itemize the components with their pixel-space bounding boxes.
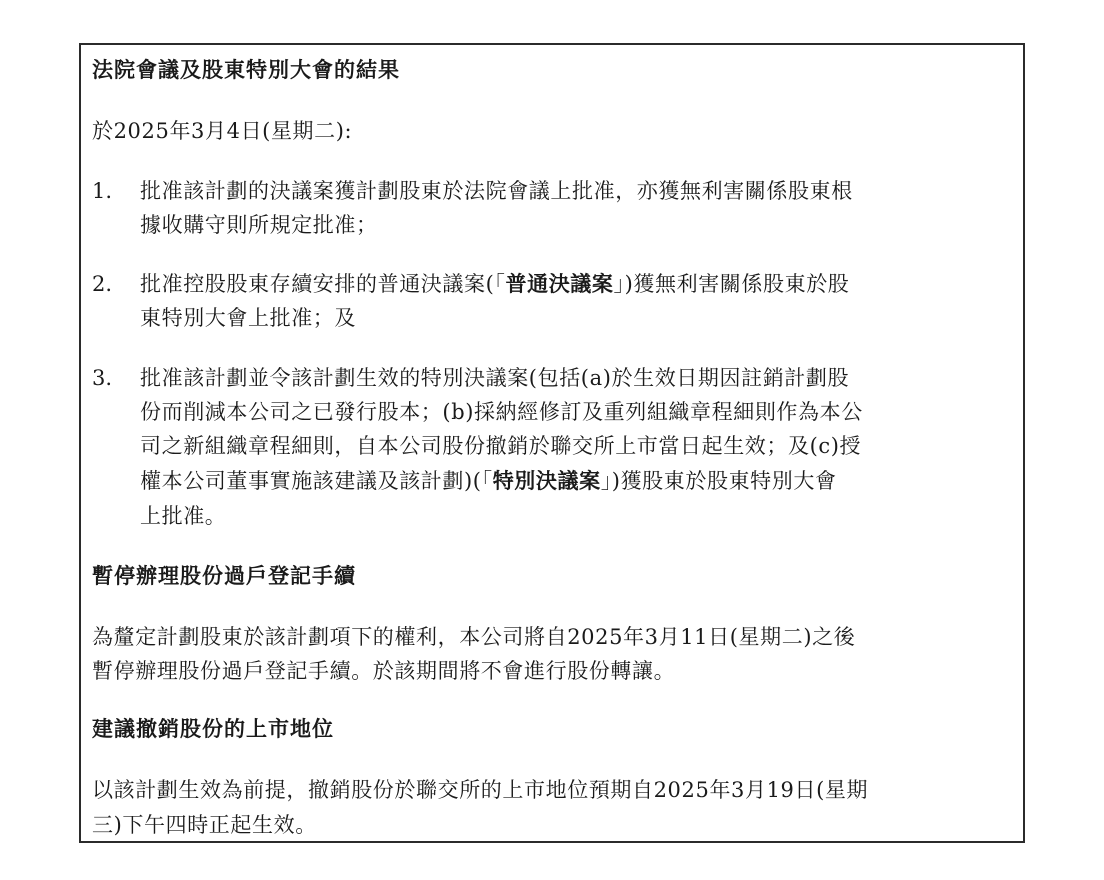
item-3-line-2: 份而削減本公司之已發行股本；(b)採納經修訂及重列組織章程細則作為本公	[140, 400, 863, 424]
item-3-line-4	[140, 466, 837, 496]
item-number: 2.	[92, 272, 113, 296]
item-3-line-1: 批准該計劃並令該計劃生效的特別決議案(包括(a)於生效日期因註銷計劃股	[140, 366, 850, 390]
item-3-text-post: 」)獲股東於股東特別大會	[600, 469, 837, 493]
item-1-line-1: 批准該計劃的決議案獲計劃股東於法院會議上批准，亦獲無利害關係股東根	[140, 179, 853, 203]
ordinary-resolution-term: 普通決議案	[505, 272, 614, 296]
intro-date-line: 於2025年3月4日(星期二):	[92, 119, 353, 143]
item-2-line-1	[140, 269, 849, 299]
item-number: 3.	[92, 366, 113, 390]
withdrawal-line-2: 三)下午四時正起生效。	[92, 813, 317, 837]
item-1-line-2: 據收購守則所規定批准；	[140, 213, 378, 237]
closure-line-1: 為釐定計劃股東於該計劃項下的權利，本公司將自2025年3月11日(星期二)之後	[92, 625, 856, 649]
withdrawal-line-1: 以該計劃生效為前提，撤銷股份於聯交所的上市地位預期自2025年3月19日(星期	[92, 778, 869, 802]
item-number: 1.	[92, 179, 113, 203]
section-heading-closure-of-register: 暫停辦理股份過戶登記手續	[92, 564, 356, 588]
item-2-text-post: 」)獲無利害關係股東於股	[613, 272, 850, 296]
special-resolution-term: 特別決議案	[492, 469, 601, 493]
item-3-line-3: 司之新組織章程細則，自本公司股份撤銷於聯交所上市當日起生效；及(c)授	[140, 434, 862, 458]
item-2-text-pre: 批准控股股東存續安排的普通決議案(「	[140, 272, 506, 296]
item-2-line-2: 東特別大會上批准；及	[140, 306, 356, 330]
item-3-line-5: 上批准。	[140, 504, 227, 528]
section-heading-meeting-results: 法院會議及股東特別大會的結果	[92, 58, 400, 82]
item-3-text-pre: 權本公司董事實施該建議及該計劃)(「	[140, 469, 493, 493]
section-heading-withdrawal-of-listing: 建議撤銷股份的上市地位	[92, 717, 334, 741]
closure-line-2: 暫停辦理股份過戶登記手續。於該期間將不會進行股份轉讓。	[92, 659, 676, 683]
